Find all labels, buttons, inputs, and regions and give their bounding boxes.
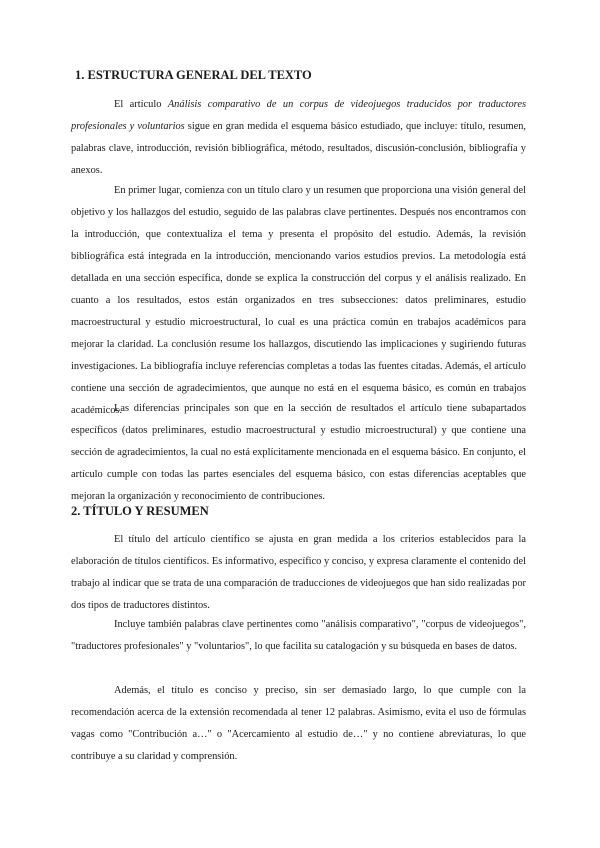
paragraph-keywords: Incluye también palabras clave pertinentes como "análisis comparativo", "corpus de videojuegos", "traductores profesionales" y "voluntarios", lo que facilita su catalogación y su búsqueda en bases de datos.: [71, 619, 526, 652]
paragraph-structure-detail: En primer lugar, comienza con un título claro y un resumen que proporciona una visión general del objetivo y los hallazgos del estudio, seguido de las palabras clave pertinentes. Después nos encontramos con la introducción, que contextualiza el tema y presenta el propósito del estudio. Además, la revisión bibliográfica está integrada en la introducción, mencionando varios estudios previos. La metodología está detallada en una sección específica, donde se explica la construcción del corpus y el análisis realizado. En cuanto a los resultados, estos están organizados en tres subsecciones: datos preliminares, estudio macroestructural y estudio microestructural, lo cual es una práctica común en trabajos académicos para mejorar la claridad. La conclusión resume los hallazgos, discutiendo las implicaciones y sugiriendo futuras investigaciones. La bibliografía incluye referencias completas a todas las fuentes citadas. Además, el artículo contiene una sección de agradecimientos, que aunque no está en el esquema básico, es común en trabajos académicos.: [71, 185, 526, 416]
article-title-italic: Análisis comparativo de un corpus de videojuegos traducidos por traductores profesionales y voluntarios: [71, 99, 526, 132]
section-heading-estructura: 1. ESTRUCTURA GENERAL DEL TEXTO: [75, 68, 312, 82]
paragraph-differences: Las diferencias principales son que en la sección de resultados el artículo tiene subapartados específicos (datos preliminares, estudio macroestructural y estudio microestructural) y que contiene una sección de agradecimientos, la cual no está explícitamente mencionada en el esquema básico. En conjunto, el artículo cumple con todas las partes esenciales del esquema básico, con estas diferencias aceptables que mejoran la organización y reconocimiento de contribuciones.: [71, 403, 526, 502]
paragraph-article-intro: [71, 94, 526, 182]
paragraph-text: sigue en gran medida el esquema básico estudiado, que incluye: título, resumen, palabras clave, introducción, revisión bibliográfica, método, resultados, discusión-conclusión, bibliografía y anexos.: [71, 121, 526, 176]
section-heading-titulo-resumen: 2. TÍTULO Y RESUMEN: [71, 504, 209, 518]
paragraph-title-length: Además, el título es conciso y preciso, sin ser demasiado largo, lo que cumple con la recomendación acerca de la extensión recomendada al tener 12 palabras. Asimismo, evita el uso de fórmulas vagas como "Contribución a…" o "Acercamiento al estudio de…" y no contiene abreviaturas, lo que contribuye a su claridad y comprensión.: [71, 685, 526, 762]
paragraph-text: El artículo: [114, 99, 168, 110]
paragraph-title-criteria: El título del artículo científico se ajusta en gran medida a los criterios establecidos para la elaboración de títulos científicos. Es informativo, específico y conciso, y expresa claramente el contenido del trabajo al indicar que se trata de una comparación de traducciones de videojuegos que han sido realizadas por dos tipos de traductores distintos.: [71, 534, 526, 611]
